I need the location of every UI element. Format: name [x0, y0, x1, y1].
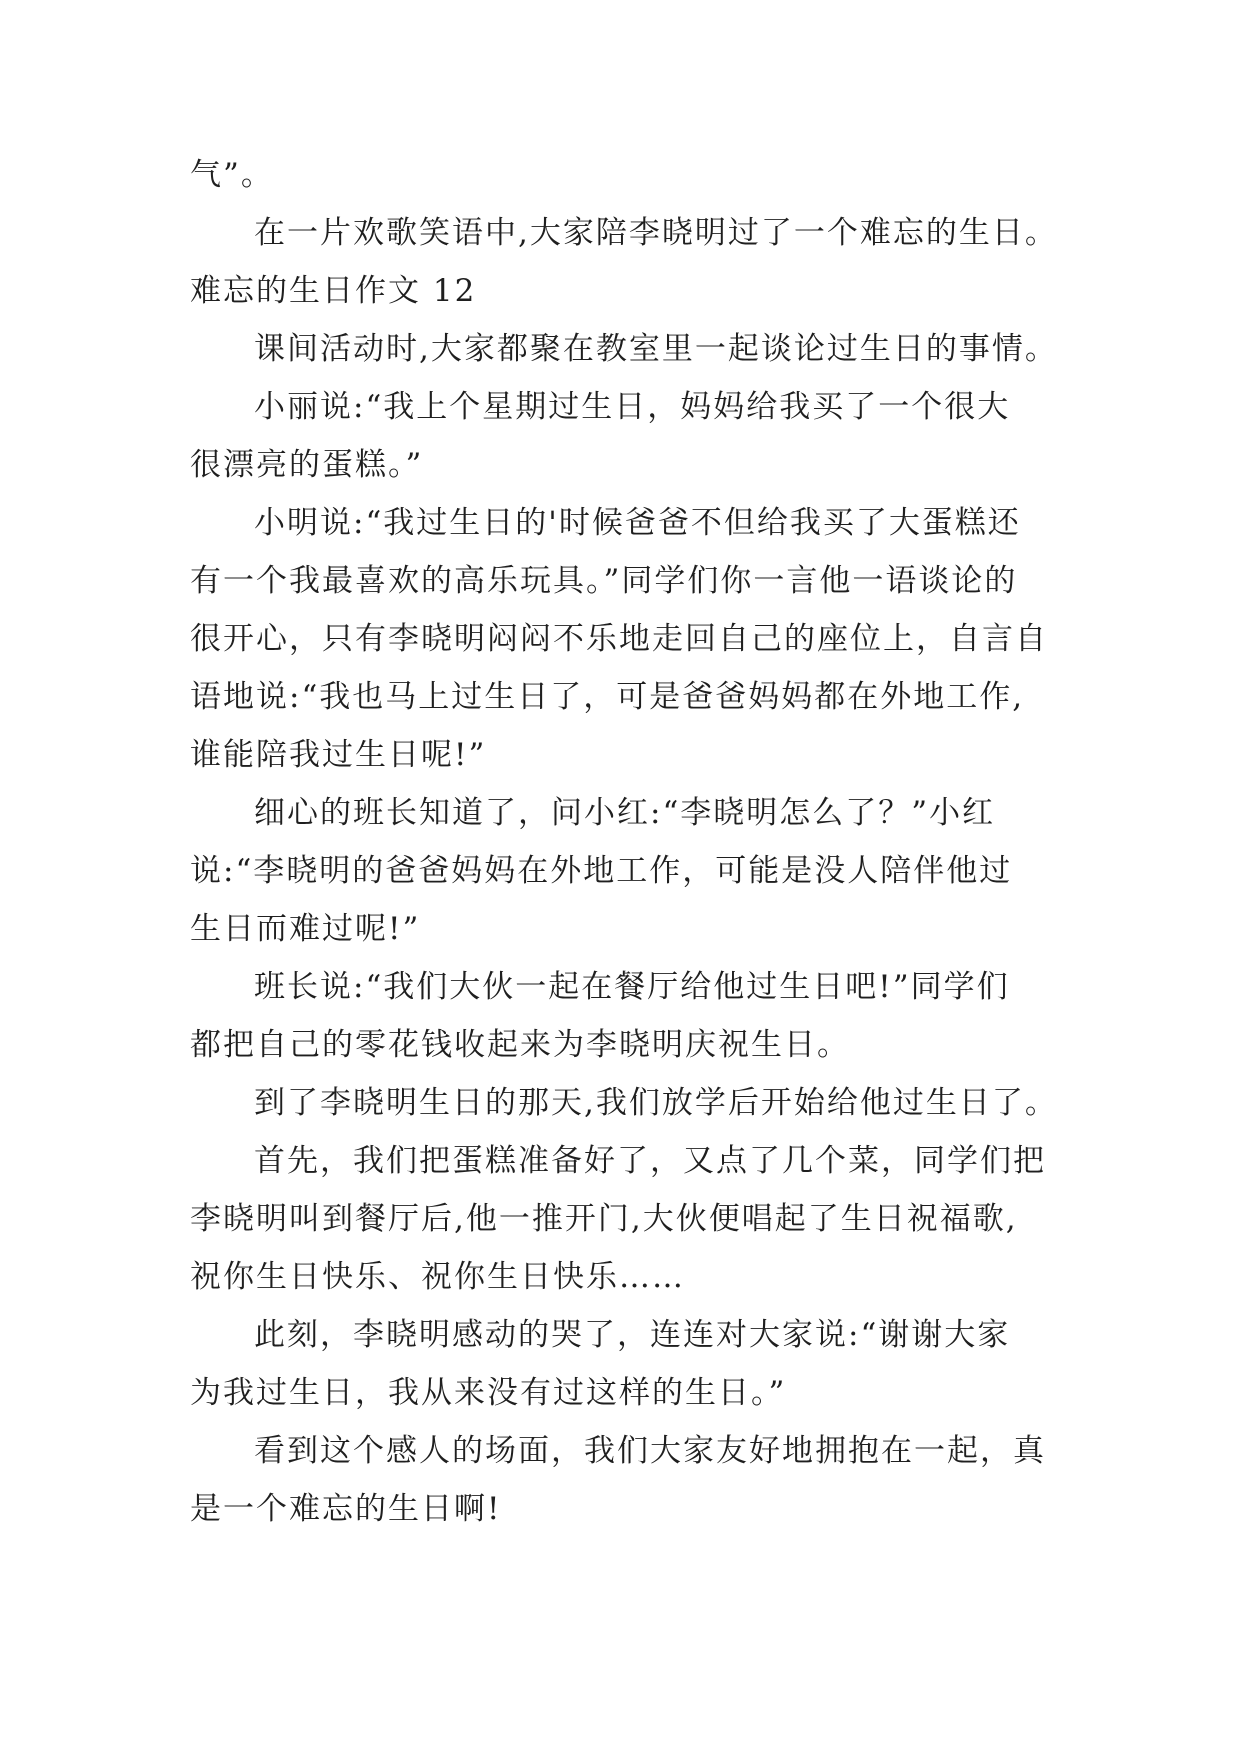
text-line: 都把自己的零花钱收起来为李晓明庆祝生日。	[190, 1027, 850, 1063]
text-line: 祝你生日快乐、祝你生日快乐……	[190, 1259, 685, 1295]
text-line: 很漂亮的蛋糕。”	[190, 447, 424, 483]
section-title: 难忘的生日作文 12	[190, 273, 477, 309]
paragraph-first-line: 班长说:“我们大伙一起在餐厅给他过生日吧!”同学们	[254, 969, 1010, 1005]
paragraph-first-line: 首先，我们把蛋糕准备好了，又点了几个菜，同学们把	[254, 1143, 1046, 1179]
text-line: 是一个难忘的生日啊!	[190, 1491, 502, 1527]
paragraph-first-line: 此刻，李晓明感动的哭了，连连对大家说:“谢谢大家	[254, 1317, 1011, 1353]
document-body	[190, 146, 1070, 1538]
paragraph-first-line: 小丽说:“我上个星期过生日，妈妈给我买了一个很大	[254, 389, 1011, 425]
paragraph-first-line: 小明说:“我过生日的'时候爸爸不但给我买了大蛋糕还	[254, 505, 1021, 541]
text-line: 很开心，只有李晓明闷闷不乐地走回自己的座位上，自言自	[190, 621, 1048, 657]
paragraph-first-line: 到了李晓明生日的那天,我们放学后开始给他过生日了。	[254, 1085, 1058, 1121]
text-line: 说:“李晓明的爸爸妈妈在外地工作，可能是没人陪伴他过	[190, 853, 1013, 889]
paragraph-first-line: 细心的班长知道了，问小红:“李晓明怎么了？”小红	[254, 795, 996, 831]
text-line: 生日而难过呢!”	[190, 911, 421, 947]
paragraph-first-line: 课间活动时,大家都聚在教室里一起谈论过生日的事情。	[254, 331, 1058, 367]
paragraph-first-line: 看到这个感人的场面，我们大家友好地拥抱在一起，真	[254, 1433, 1046, 1469]
text-line: 谁能陪我过生日呢!”	[190, 737, 487, 773]
paragraph-first-line: 在一片欢歌笑语中,大家陪李晓明过了一个难忘的生日。	[254, 215, 1058, 251]
text-line: 有一个我最喜欢的高乐玩具。”同学们你一言他一语谈论的	[190, 563, 1018, 599]
text-line: 李晓明叫到餐厅后,他一推开门,大伙便唱起了生日祝福歌,	[190, 1201, 1018, 1237]
text-line: 为我过生日，我从来没有过这样的生日。”	[190, 1375, 787, 1411]
text-line: 气”。	[190, 157, 274, 193]
text-line: 语地说:“我也马上过生日了，可是爸爸妈妈都在外地工作,	[190, 679, 1025, 715]
